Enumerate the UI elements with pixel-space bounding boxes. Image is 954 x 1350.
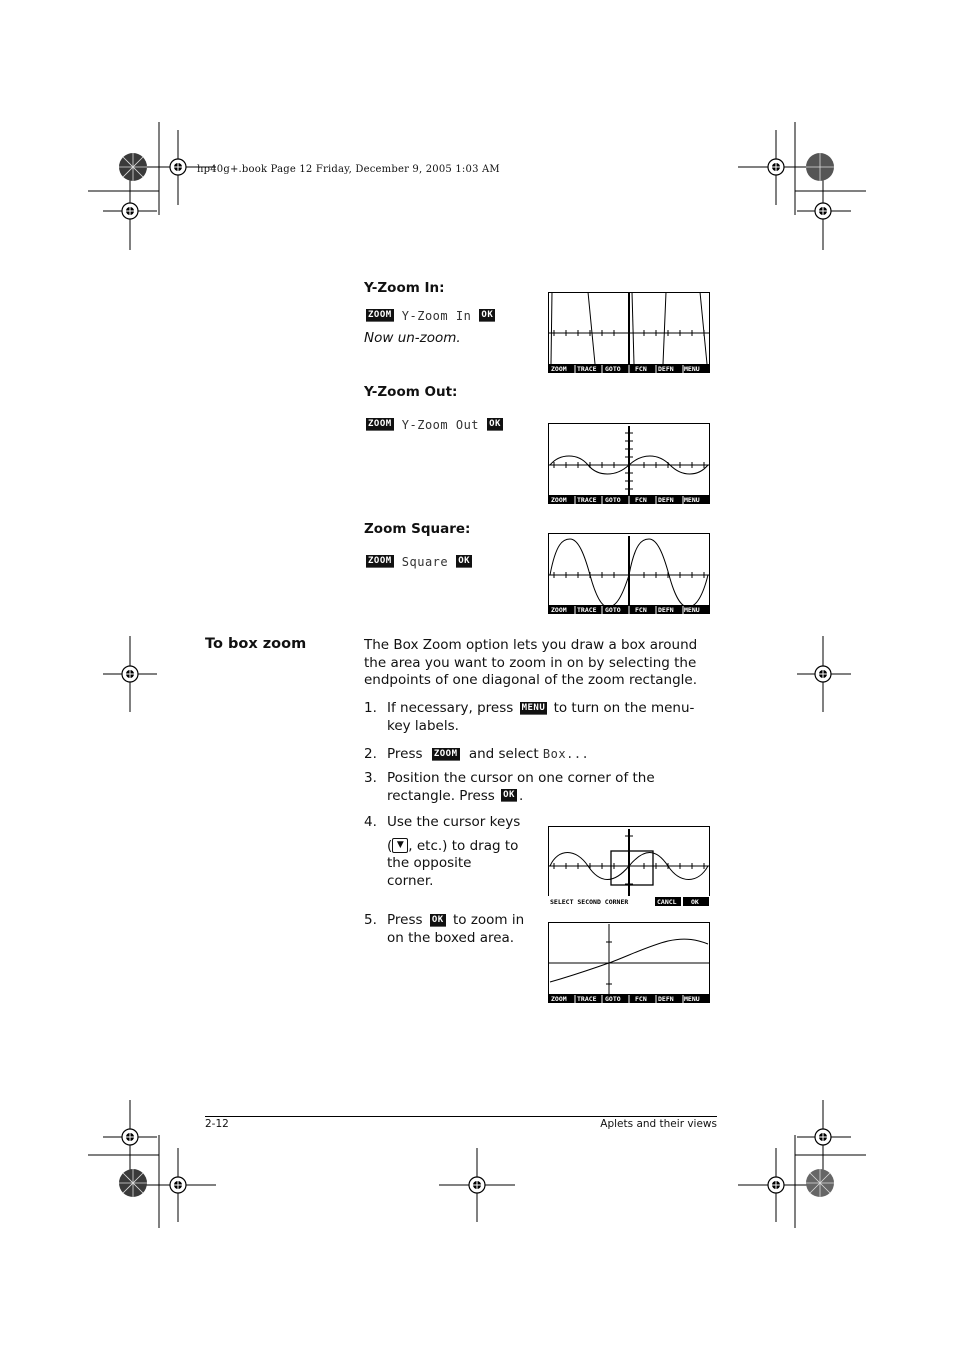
ok-key: OK	[503, 790, 515, 800]
zoom-key: ZOOM	[368, 556, 392, 566]
ok-key: OK	[458, 556, 471, 566]
screen-label: MENU	[684, 995, 700, 1003]
screen-label: DEFN	[658, 365, 674, 373]
zoom-square-heading: Zoom Square:	[364, 521, 471, 537]
ok-key: OK	[481, 310, 494, 320]
screen-box-select	[548, 826, 710, 907]
screen-label: ZOOM	[551, 606, 567, 614]
screen-label: MENU	[684, 606, 700, 614]
menu-key: MENU	[521, 702, 546, 713]
step-3-number: 3.	[364, 770, 377, 786]
yzoom-in-keystrokes	[366, 305, 495, 324]
step-2-text-b: and select	[468, 746, 539, 762]
screen-label: GOTO	[605, 995, 621, 1003]
step-2-text	[387, 746, 589, 764]
screen-yzoom-in	[548, 292, 710, 373]
step-4-text-b: , etc.) to drag to the opposite corner.	[387, 837, 519, 889]
screen-label: FCN	[635, 995, 647, 1003]
zoom-key: ZOOM	[433, 748, 458, 759]
box-option-code: Box...	[542, 747, 590, 761]
step-1-number: 1.	[364, 700, 377, 716]
screen-yzoom-out	[548, 423, 710, 504]
step-4-text-a: Use the cursor keys	[387, 814, 521, 830]
page-number: 2-12	[205, 1118, 229, 1130]
zoom-key: ZOOM	[368, 419, 392, 429]
screen-label: DEFN	[658, 995, 674, 1003]
screen-label: FCN	[635, 496, 647, 504]
box-zoom-heading: To box zoom	[205, 636, 307, 652]
step-4-paren: (	[387, 837, 393, 854]
yzoom-out-heading: Y-Zoom Out:	[364, 384, 458, 400]
step-2-number: 2.	[364, 746, 377, 762]
screen-label: MENU	[684, 496, 700, 504]
step-4-number: 4.	[364, 814, 377, 830]
screen-label: DEFN	[658, 496, 674, 504]
step-1-text	[387, 700, 707, 735]
step-3-text-a: Position the cursor on one corner of the rectangle. Press	[387, 770, 655, 804]
screen-label: DEFN	[658, 606, 674, 614]
screen-label: ZOOM	[551, 496, 567, 504]
screen-label: TRACE	[577, 606, 597, 614]
yzoom-out-keystrokes	[366, 414, 503, 433]
screen-label: TRACE	[577, 995, 597, 1003]
screen-zoom-square	[548, 533, 710, 614]
ok-softkey: OK	[691, 898, 699, 906]
yzoom-in-note: Now un-zoom.	[364, 330, 461, 346]
step-5-text	[387, 912, 527, 947]
yzoom-in-heading: Y-Zoom In:	[364, 280, 445, 296]
cancel-softkey: CANCL	[657, 898, 677, 906]
step-5-text-a: Press	[387, 912, 423, 928]
step-3-text-b: .	[518, 787, 524, 804]
yzoom-out-command: Y-Zoom Out	[401, 418, 480, 432]
screen-label: FCN	[635, 606, 647, 614]
screen-label: GOTO	[605, 365, 621, 373]
screen-label: ZOOM	[551, 995, 567, 1003]
screen-label: GOTO	[605, 496, 621, 504]
screen-label: MENU	[684, 365, 700, 373]
screen-label: TRACE	[577, 496, 597, 504]
ok-key: OK	[431, 914, 444, 925]
step-1-text-b: to turn on the menu-key labels.	[387, 700, 695, 734]
zoom-square-keystrokes	[366, 551, 472, 570]
box-select-prompt: SELECT SECOND CORNER	[550, 898, 629, 906]
down-arrow-key-icon: ▼	[392, 838, 408, 853]
step-5-text-b: to zoom in on the boxed area.	[387, 912, 525, 946]
step-5-number: 5.	[364, 912, 377, 928]
step-4-text	[387, 814, 522, 890]
screen-box-zoomed	[548, 922, 710, 1003]
step-1-text-a: If necessary, press	[387, 700, 514, 716]
screen-label: GOTO	[605, 606, 621, 614]
box-zoom-intro: The Box Zoom option lets you draw a box around the area you want to zoom in on by selecting the endpoints of one diagonal of the zoom rectangle.	[364, 637, 698, 688]
footer-rule	[205, 1116, 717, 1117]
screen-label: FCN	[635, 365, 647, 373]
step-2-text-a: Press	[387, 746, 423, 762]
screen-label: TRACE	[577, 365, 597, 373]
step-3-text	[387, 770, 705, 805]
footer-title: Aplets and their views	[600, 1118, 717, 1130]
zoom-key: ZOOM	[368, 310, 392, 320]
screen-label: ZOOM	[551, 365, 567, 373]
zoom-square-command: Square	[401, 555, 449, 569]
ok-key: OK	[489, 419, 501, 429]
print-header: hp40g+.book Page 12 Friday, December 9, 2005 1:03 AM	[197, 164, 500, 175]
yzoom-in-command: Y-Zoom In	[401, 309, 472, 323]
